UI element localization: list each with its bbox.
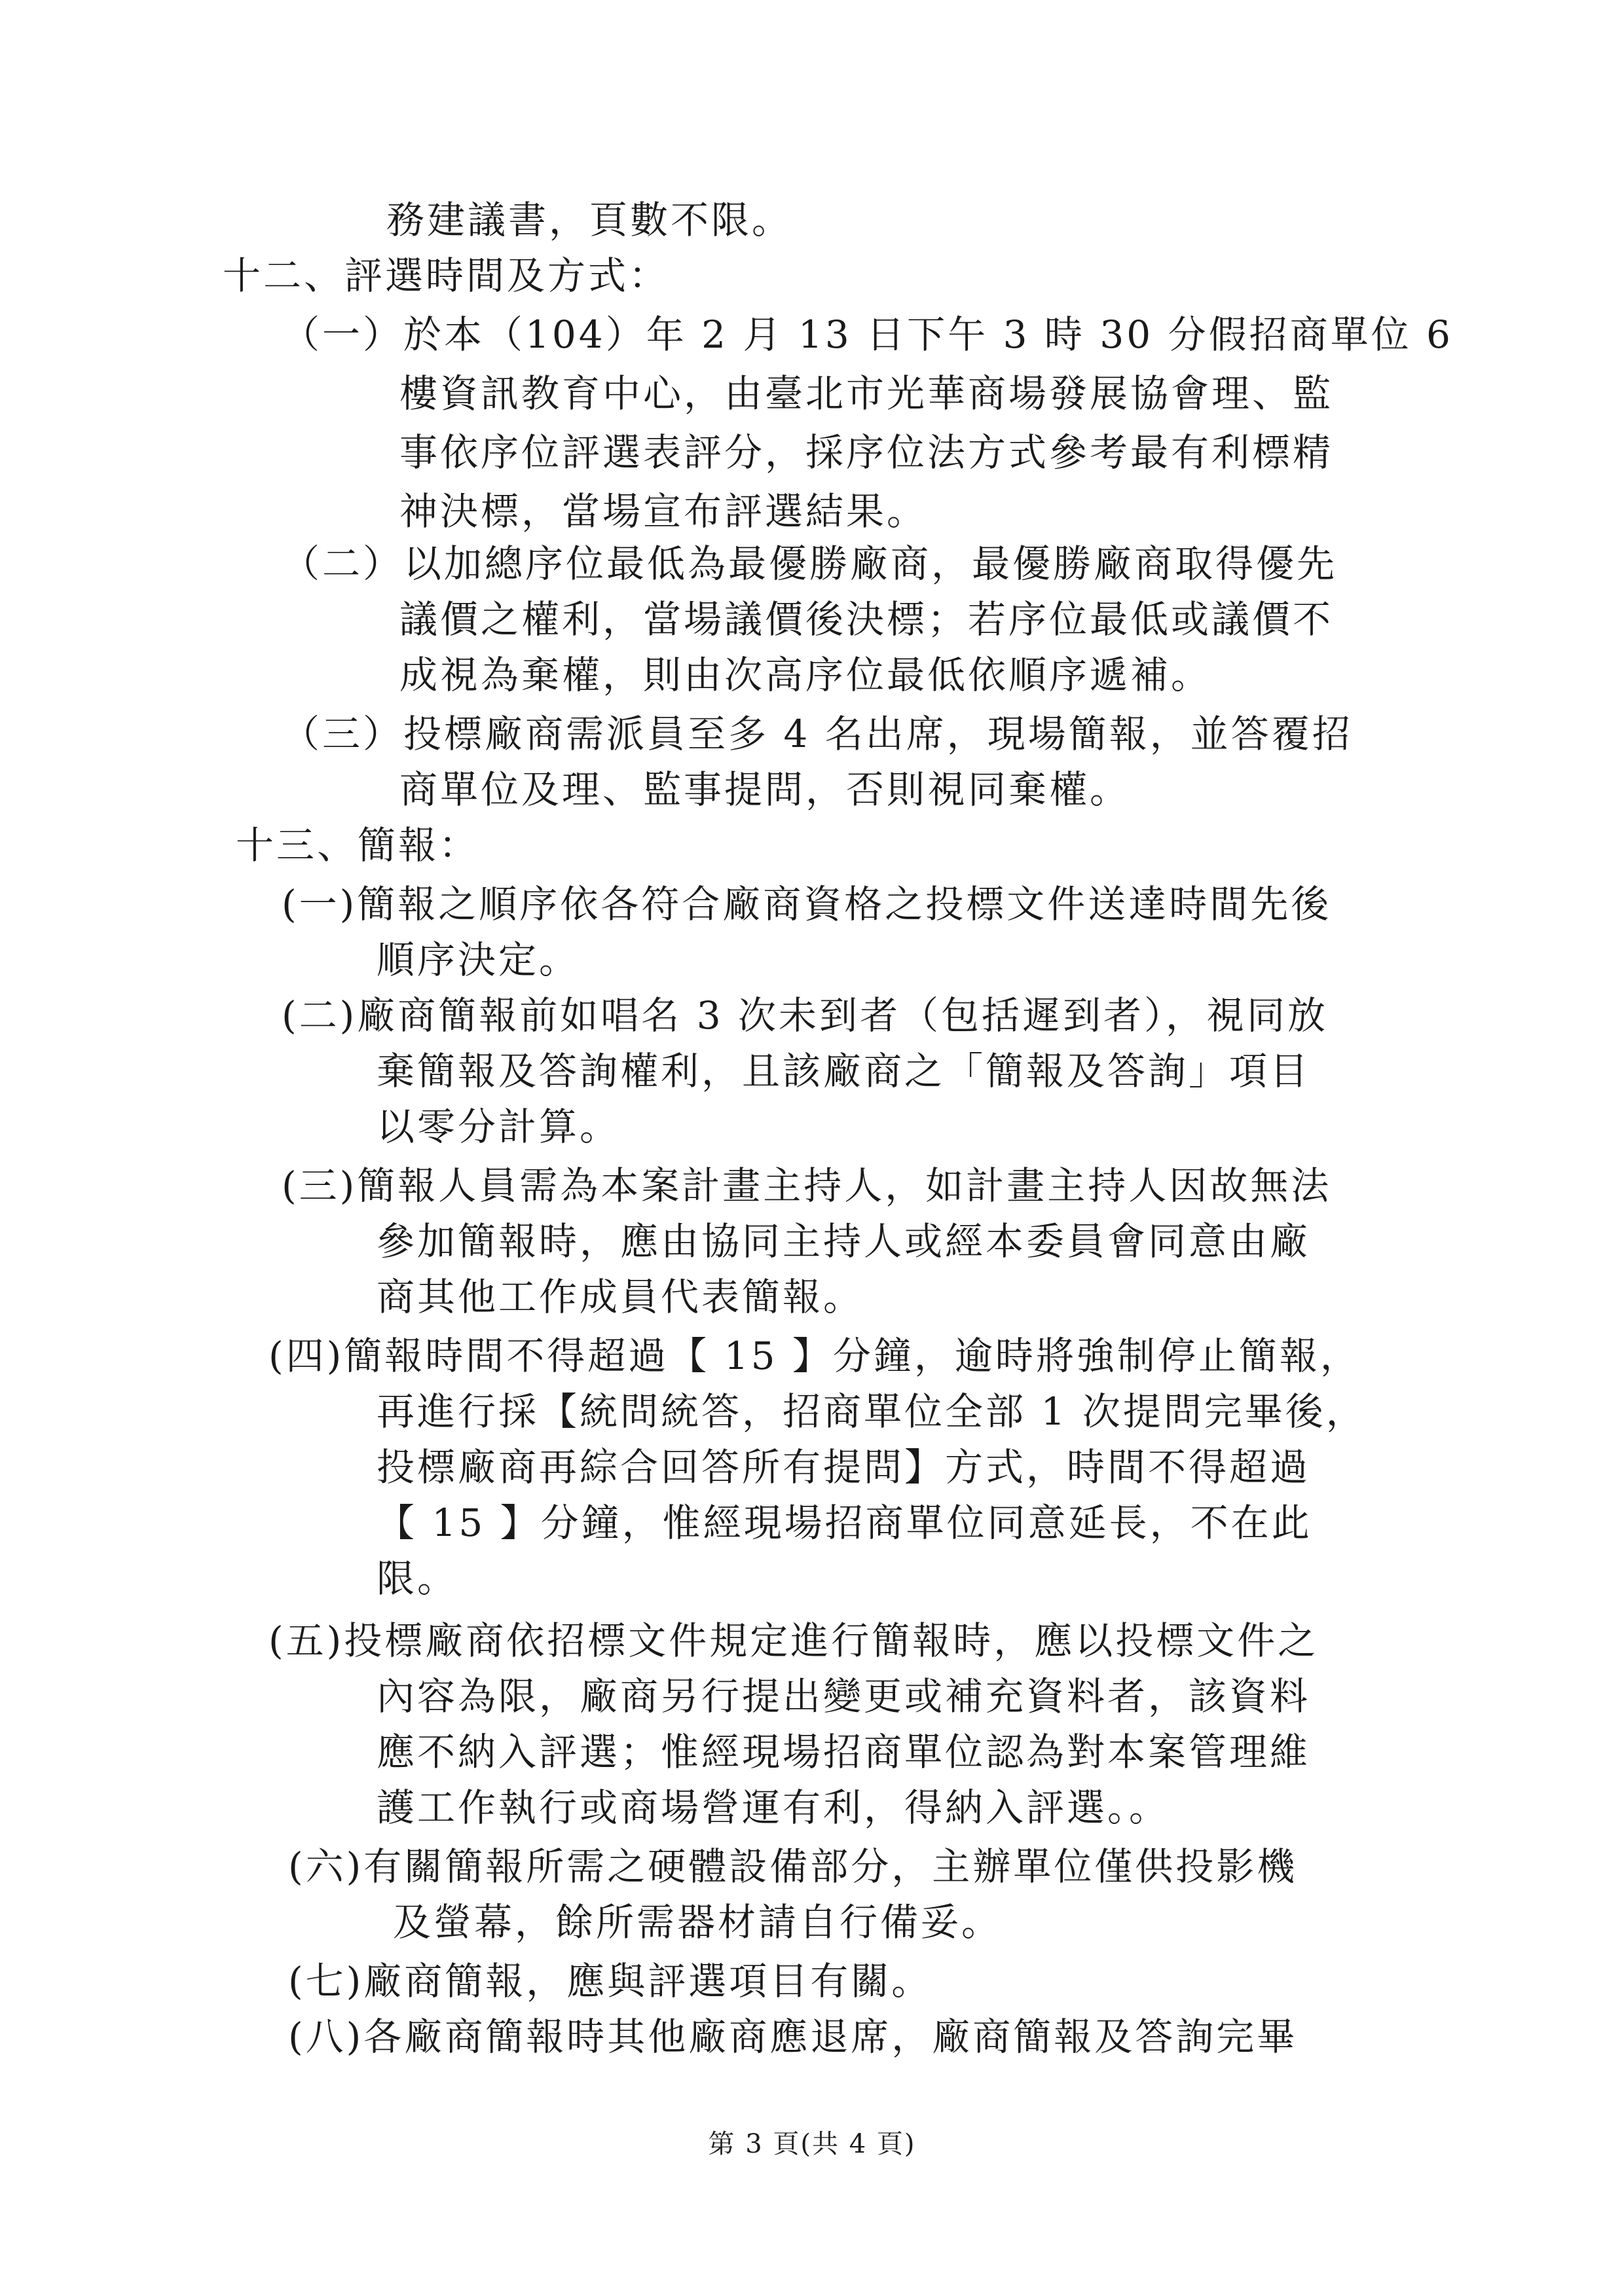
text-line: 限。 (377, 1556, 458, 1601)
text-line: (八)各廠商簡報時其他廠商應退席，廠商簡報及答詢完畢 (288, 2014, 1298, 2059)
text-line: 棄簡報及答詢權利，且該廠商之「簡報及答詢」項目 (377, 1049, 1311, 1093)
text-line: 護工作執行或商場營運有利，得納入評選。。 (377, 1785, 1170, 1830)
text-line: 樓資訊教育中心，由臺北市光華商場發展協會理、監 (399, 371, 1334, 416)
text-line: (五)投標廠商依招標文件規定進行簡報時，應以投標文件之 (268, 1618, 1319, 1663)
text-line: （一）於本（104）年 2 月 13 日下午 3 時 30 分假招商單位 6 (282, 312, 1453, 357)
page-number: 第 3 頁(共 4 頁) (708, 2129, 916, 2159)
text-line: 參加簡報時，應由協同主持人或經本委員會同意由廠 (377, 1219, 1311, 1264)
text-line: (四)簡報時間不得超過【 15 】分鐘，逾時將強制停止簡報， (268, 1334, 1361, 1378)
text-line: 內容為限，廠商另行提出變更或補充資料者，該資料 (377, 1674, 1311, 1719)
text-line: (三)簡報人員需為本案計畫主持人，如計畫主持人因故無法 (282, 1163, 1332, 1208)
text-line: (六)有關簡報所需之硬體設備部分，主辦單位僅供投影機 (288, 1844, 1298, 1889)
text-line: 商其他工作成員代表簡報。 (377, 1275, 864, 1319)
text-line: (一)簡報之順序依各符合廠商資格之投標文件送達時間先後 (282, 882, 1332, 926)
text-line: （三）投標廠商需派員至多 4 名出席，現場簡報，並答覆招 (282, 712, 1353, 756)
section-heading-12: 十二、評選時間及方式： (223, 253, 670, 298)
text-line: 事依序位評選表評分，採序位法方式參考最有利標精 (399, 430, 1334, 475)
text-line: 再進行採【統問統答，招商單位全部 1 次提問完畢後， (377, 1389, 1367, 1434)
text-line: 以零分計算。 (377, 1104, 621, 1149)
section-heading-13: 十三、簡報： (236, 823, 480, 867)
text-line: 議價之權利，當場議價後決標；若序位最低或議價不 (399, 597, 1334, 642)
text-line: 成視為棄權，則由次高序位最低依順序遞補。 (399, 653, 1212, 697)
text-line: 【 15 】分鐘，惟經現場招商單位同意延長，不在此 (377, 1501, 1312, 1545)
text-line: 應不納入評選；惟經現場招商單位認為對本案管理維 (377, 1730, 1311, 1774)
text-line: 神決標，當場宣布評選結果。 (399, 489, 928, 534)
text-line: 商單位及理、監事提問，否則視同棄權。 (399, 767, 1131, 812)
text-line: 務建議書，頁數不限。 (386, 198, 793, 242)
text-line: (二)廠商簡報前如唱名 3 次未到者（包括遲到者），視同放 (282, 993, 1329, 1038)
text-line: 投標廠商再綜合回答所有提問】方式，時間不得超過 (377, 1445, 1311, 1489)
text-line: （二）以加總序位最低為最優勝廠商，最優勝廠商取得優先 (282, 541, 1338, 586)
text-line: 及螢幕，餘所需器材請自行備妥。 (393, 1900, 1003, 1944)
text-line: (七)廠商簡報，應與評選項目有關。 (288, 1959, 932, 2003)
text-line: 順序決定。 (377, 938, 580, 982)
